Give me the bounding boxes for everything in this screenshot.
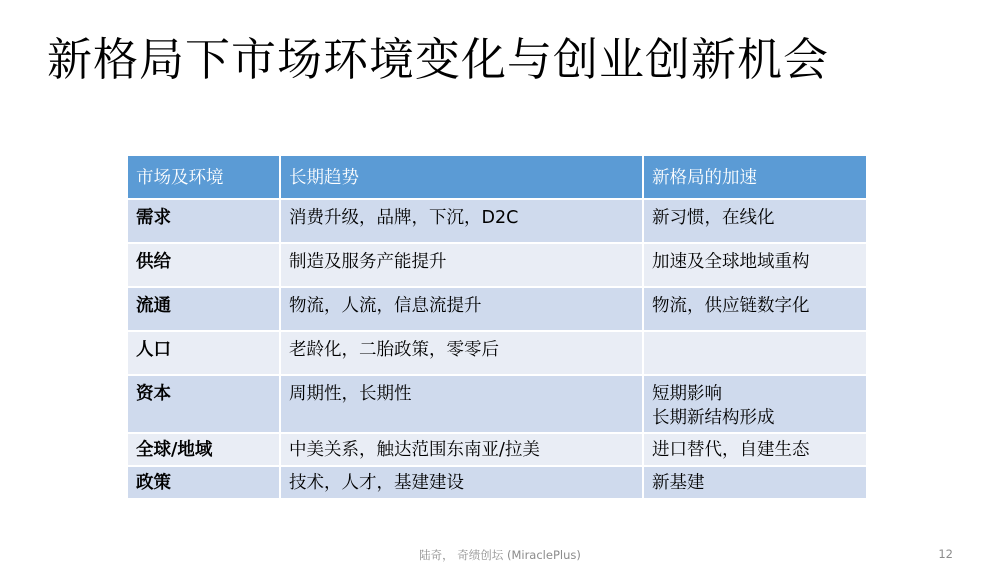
table-cell: 物流，供应链数字化 — [643, 287, 867, 331]
table-cell: 进口替代，自建生态 — [643, 433, 867, 466]
table-row — [127, 287, 867, 331]
column-header-market: 市场及环境 — [127, 155, 280, 199]
table-cell: 短期影响 长期新结构形成 — [643, 375, 867, 433]
table-row — [127, 243, 867, 287]
table-row — [127, 375, 867, 433]
table-cell: 新习惯，在线化 — [643, 199, 867, 243]
table-cell: 需求 — [127, 199, 280, 243]
slide-title: 新格局下市场环境变化与创业创新机会 — [47, 33, 830, 86]
table-cell: 技术，人才，基建建设 — [280, 466, 643, 499]
table-cell: 老龄化，二胎政策，零零后 — [280, 331, 643, 375]
column-header-acceleration: 新格局的加速 — [643, 155, 867, 199]
slide-footer: 陆奇， 奇绩创坛 (MiraclePlus) — [419, 548, 581, 562]
table-row — [127, 199, 867, 243]
column-header-long-term-trend: 长期趋势 — [280, 155, 643, 199]
table-cell: 制造及服务产能提升 — [280, 243, 643, 287]
table-cell: 消费升级，品牌，下沉，D2C — [280, 199, 643, 243]
table-cell: 政策 — [127, 466, 280, 499]
table-cell: 物流，人流，信息流提升 — [280, 287, 643, 331]
table-row — [127, 466, 867, 499]
table-row — [127, 331, 867, 375]
table-cell: 加速及全球地域重构 — [643, 243, 867, 287]
market-environment-table — [126, 154, 868, 500]
table-cell: 新基建 — [643, 466, 867, 499]
table-cell: 人口 — [127, 331, 280, 375]
table-cell: 供给 — [127, 243, 280, 287]
table-cell: 全球/地域 — [127, 433, 280, 466]
table-cell: 资本 — [127, 375, 280, 433]
table-cell — [643, 331, 867, 375]
page-number: 12 — [938, 547, 953, 561]
table-row — [127, 433, 867, 466]
table-cell: 流通 — [127, 287, 280, 331]
table-header-row — [127, 155, 867, 199]
table-cell: 周期性，长期性 — [280, 375, 643, 433]
table-cell: 中美关系，触达范围东南亚/拉美 — [280, 433, 643, 466]
